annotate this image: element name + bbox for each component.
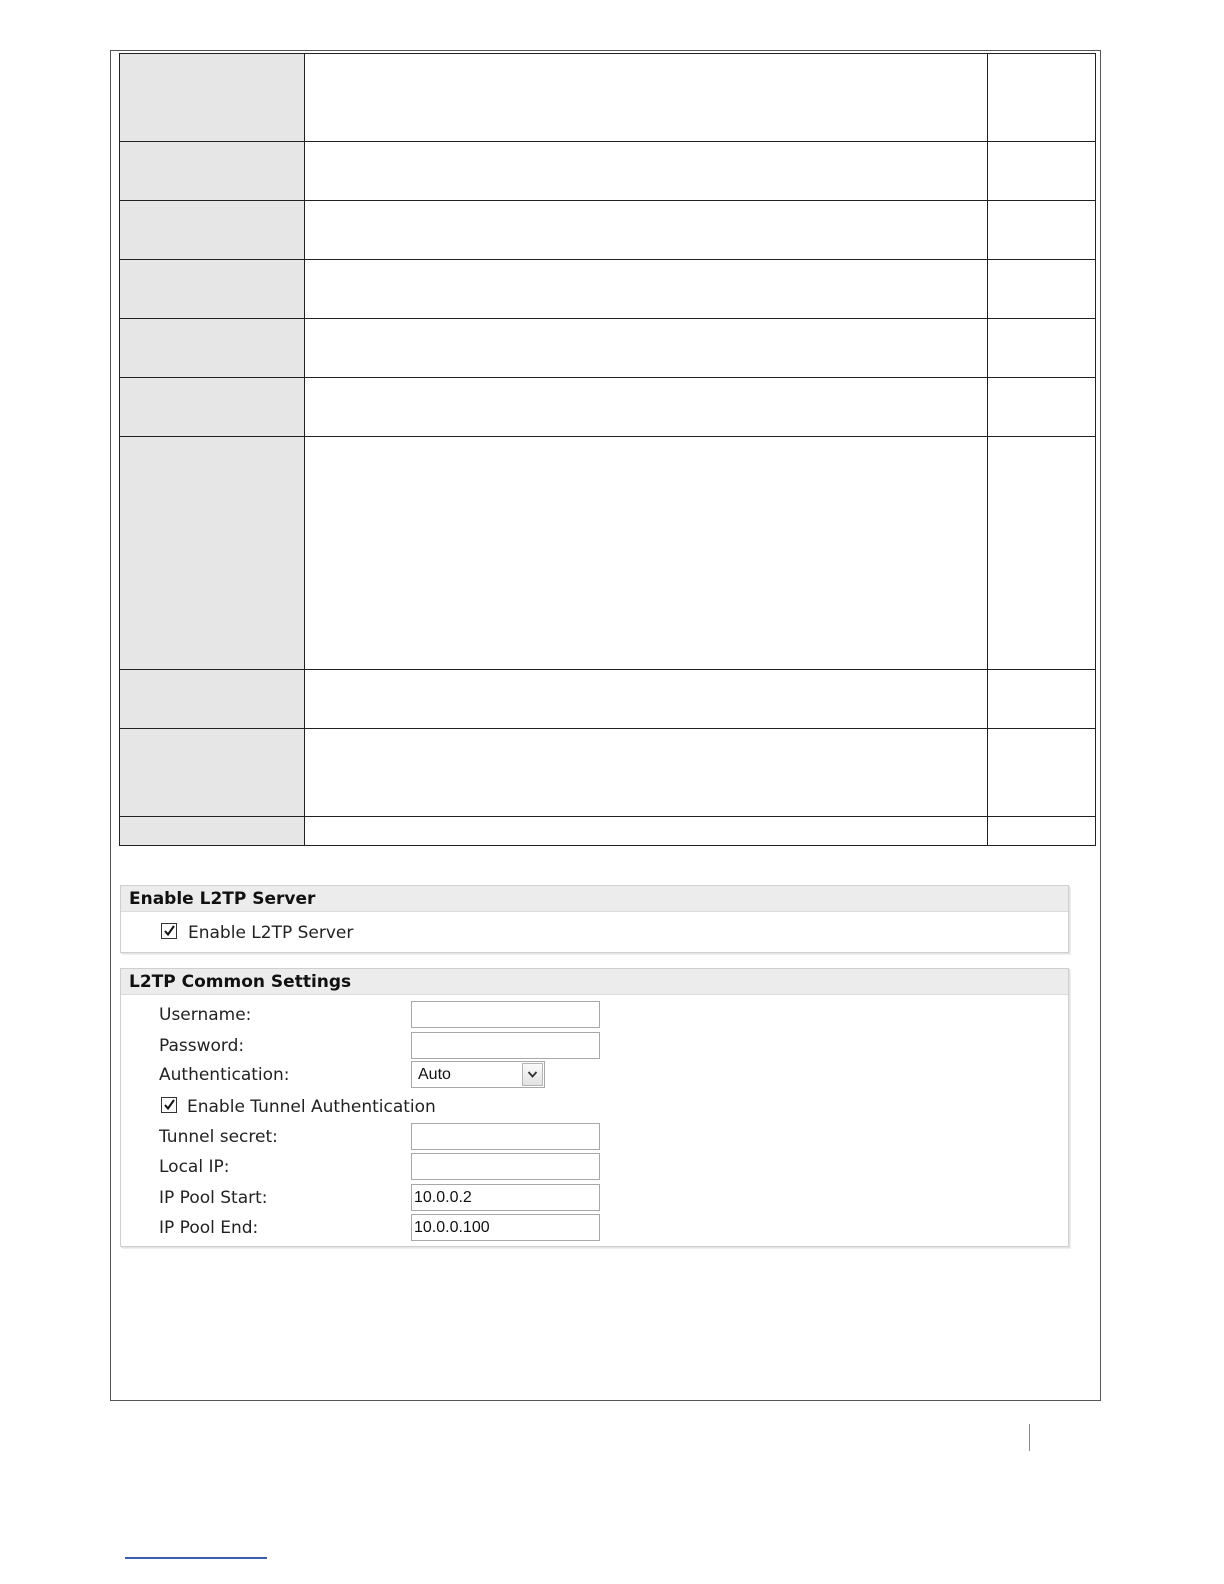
parameter-default-cell — [988, 378, 1096, 437]
table-row — [120, 142, 1096, 201]
authentication-selected-value: Auto — [418, 1066, 451, 1083]
local-ip-row — [121, 1153, 1068, 1183]
footer-link-underline — [125, 1557, 267, 1559]
ip-pool-start-row — [121, 1184, 1068, 1214]
parameter-name-cell — [120, 437, 305, 670]
table-row — [120, 729, 1096, 817]
table-row — [120, 54, 1096, 142]
chevron-down-icon — [527, 1070, 538, 1079]
l2tp-common-settings-panel — [120, 968, 1069, 1247]
parameter-name-cell — [120, 54, 305, 142]
password-row — [121, 1032, 1068, 1062]
table-row — [120, 260, 1096, 319]
panel-title: L2TP Common Settings — [121, 969, 1068, 995]
parameter-description-cell — [305, 670, 988, 729]
password-input[interactable] — [411, 1032, 600, 1059]
tunnel-auth-row — [121, 1093, 1068, 1123]
ip-pool-start-label: IP Pool Start: — [159, 1188, 268, 1208]
parameter-description-cell — [305, 319, 988, 378]
panel-title: Enable L2TP Server — [121, 886, 1068, 912]
parameter-description-cell — [305, 729, 988, 817]
tunnel-auth-label: Enable Tunnel Authentication — [187, 1097, 436, 1117]
parameter-name-cell — [120, 670, 305, 729]
tunnel-secret-input[interactable] — [411, 1123, 600, 1150]
parameter-description-cell — [305, 378, 988, 437]
parameter-description-cell — [305, 817, 988, 846]
parameter-default-cell — [988, 201, 1096, 260]
parameter-default-cell — [988, 817, 1096, 846]
checkmark-icon — [163, 1098, 176, 1111]
page-number-divider — [1029, 1424, 1030, 1451]
parameter-default-cell — [988, 670, 1096, 729]
parameter-description-cell — [305, 54, 988, 142]
table-row — [120, 201, 1096, 260]
parameter-name-cell — [120, 817, 305, 846]
table-row — [120, 319, 1096, 378]
parameter-description-cell — [305, 437, 988, 670]
parameter-name-cell — [120, 319, 305, 378]
parameter-default-cell — [988, 729, 1096, 817]
local-ip-input[interactable] — [411, 1153, 600, 1180]
ip-pool-start-input[interactable] — [411, 1184, 600, 1211]
table-row — [120, 437, 1096, 670]
table-row — [120, 670, 1096, 729]
authentication-select[interactable] — [411, 1061, 545, 1088]
tunnel-secret-row — [121, 1123, 1068, 1153]
dropdown-button[interactable] — [522, 1063, 543, 1086]
authentication-label: Authentication: — [159, 1065, 290, 1085]
username-row — [121, 1001, 1068, 1031]
parameter-table — [119, 53, 1096, 846]
table-row — [120, 817, 1096, 846]
parameter-default-cell — [988, 54, 1096, 142]
parameter-name-cell — [120, 378, 305, 437]
parameter-description-cell — [305, 201, 988, 260]
ip-pool-end-input[interactable] — [411, 1214, 600, 1241]
username-label: Username: — [159, 1005, 252, 1025]
enable-l2tp-checkbox[interactable] — [161, 923, 177, 939]
ip-pool-end-row — [121, 1214, 1068, 1244]
checkmark-icon — [163, 924, 176, 937]
parameter-default-cell — [988, 260, 1096, 319]
parameter-default-cell — [988, 319, 1096, 378]
tunnel-auth-checkbox[interactable] — [161, 1097, 177, 1113]
parameter-name-cell — [120, 142, 305, 201]
username-input[interactable] — [411, 1001, 600, 1028]
tunnel-secret-label: Tunnel secret: — [159, 1127, 278, 1147]
ip-pool-end-label: IP Pool End: — [159, 1218, 259, 1238]
parameter-default-cell — [988, 437, 1096, 670]
local-ip-label: Local IP: — [159, 1157, 230, 1177]
parameter-description-cell — [305, 260, 988, 319]
parameter-default-cell — [988, 142, 1096, 201]
enable-l2tp-panel — [120, 885, 1069, 953]
parameter-description-cell — [305, 142, 988, 201]
enable-l2tp-label: Enable L2TP Server — [188, 923, 354, 943]
parameter-name-cell — [120, 260, 305, 319]
table-row — [120, 378, 1096, 437]
authentication-row — [121, 1061, 1068, 1091]
parameter-name-cell — [120, 729, 305, 817]
password-label: Password: — [159, 1036, 245, 1056]
parameter-name-cell — [120, 201, 305, 260]
